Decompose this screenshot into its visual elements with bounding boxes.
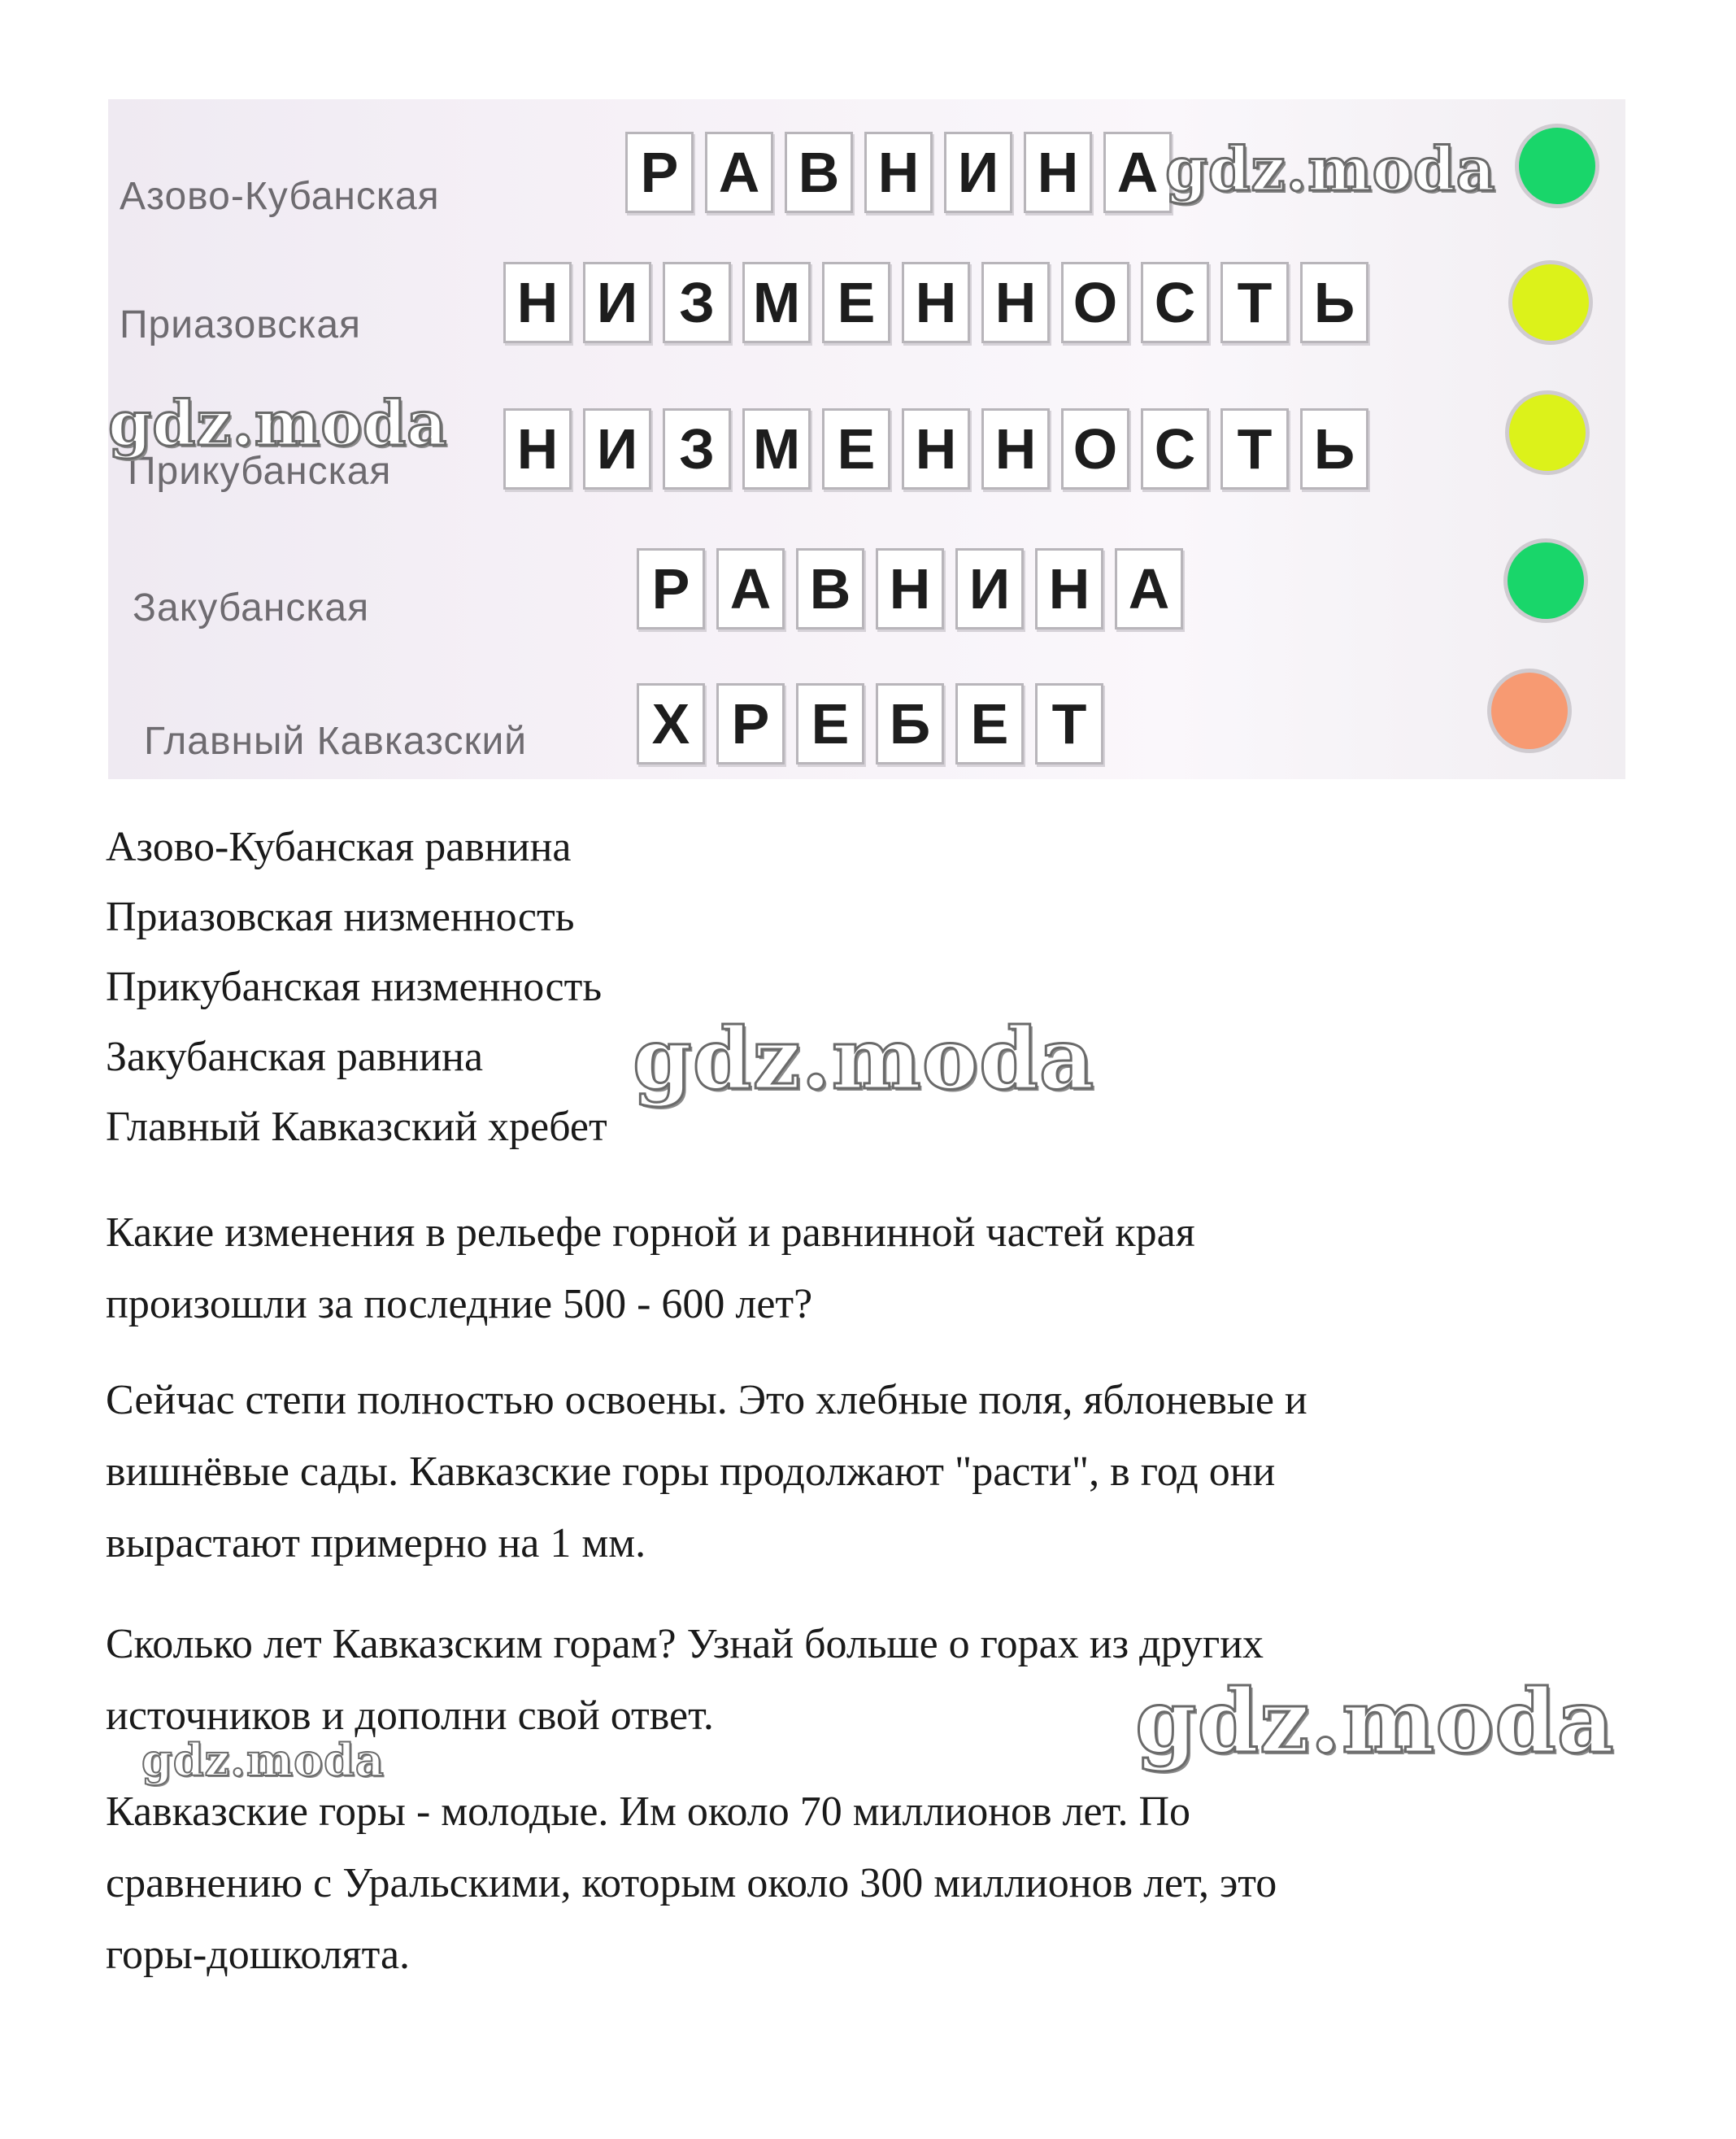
letter-tile: З xyxy=(663,408,731,490)
letter-tile: Н xyxy=(902,408,970,490)
answer-paragraph-line: горы-дошколята. xyxy=(106,1932,411,1978)
answer-paragraph-line: Кавказские горы - молодые. Им около 70 миллионов лет. По xyxy=(106,1788,1190,1835)
letter-tile: С xyxy=(1141,408,1209,490)
photo-row-2 xyxy=(108,247,1625,377)
letter-tile: Т xyxy=(1035,683,1103,765)
letter-tile: Р xyxy=(625,132,694,213)
letter-tile: О xyxy=(1061,408,1129,490)
watermark: gdz.moda xyxy=(633,1009,1095,1109)
answer-line: Главный Кавказский хребет xyxy=(106,1104,607,1150)
answer-paragraph-line: вырастают примерно на 1 мм. xyxy=(106,1520,646,1566)
question-line: источников и дополни свой ответ. xyxy=(106,1692,714,1739)
letter-tile: Т xyxy=(1220,262,1289,343)
letter-tile: Н xyxy=(1035,548,1103,630)
worksheet-photo xyxy=(108,99,1625,779)
region-label: Азово-Кубанская xyxy=(120,175,440,218)
region-label: Прикубанская xyxy=(128,450,392,493)
letter-tile: Т xyxy=(1220,408,1289,490)
letter-tile: А xyxy=(705,132,773,213)
letter-tile: В xyxy=(796,548,864,630)
letter-tile: Ь xyxy=(1300,408,1368,490)
letter-tile: Н xyxy=(876,548,944,630)
watermark: gdz.moda xyxy=(1135,1671,1615,1773)
letter-tile: Н xyxy=(503,262,572,343)
question-line: произошли за последние 500 - 600 лет? xyxy=(106,1281,813,1327)
photo-row-4 xyxy=(108,522,1625,652)
status-dot xyxy=(1515,124,1599,208)
letter-tile: А xyxy=(1103,132,1172,213)
letter-tile: Н xyxy=(902,262,970,343)
answer-line: Прикубанская низменность xyxy=(106,964,603,1010)
letter-tile: Е xyxy=(955,683,1024,765)
photo-row-5 xyxy=(108,652,1625,779)
answer-line: Азово-Кубанская равнина xyxy=(106,824,572,870)
letter-tile: Р xyxy=(716,683,785,765)
letter-tile: А xyxy=(716,548,785,630)
region-label: Закубанская xyxy=(133,586,370,630)
letter-tile: Б xyxy=(876,683,944,765)
letter-tile: З xyxy=(663,262,731,343)
answer-line: Приазовская низменность xyxy=(106,894,575,940)
word-tiles xyxy=(503,262,1380,343)
answer-paragraph-line: вишнёвые сады. Кавказские горы продолжают "расти", в год они xyxy=(106,1449,1276,1495)
question-line: Какие изменения в рельефе горной и равнинной частей края xyxy=(106,1209,1195,1256)
question-line: Сколько лет Кавказским горам? Узнай больше о горах из других xyxy=(106,1621,1264,1667)
letter-tile: Х xyxy=(637,683,705,765)
watermark: gdz.moda xyxy=(141,1734,385,1786)
watermark: gdz.moda xyxy=(108,387,448,460)
letter-tile: Р xyxy=(637,548,705,630)
letter-tile: И xyxy=(583,262,651,343)
letter-tile: Е xyxy=(822,408,890,490)
letter-tile: Н xyxy=(864,132,933,213)
word-tiles xyxy=(637,548,1194,630)
letter-tile: Е xyxy=(822,262,890,343)
status-dot xyxy=(1487,669,1572,753)
letter-tile: И xyxy=(583,408,651,490)
word-tiles xyxy=(503,408,1380,490)
letter-tile: А xyxy=(1115,548,1183,630)
letter-tile: М xyxy=(742,408,811,490)
letter-tile: И xyxy=(944,132,1012,213)
letter-tile: Н xyxy=(981,262,1050,343)
letter-tile: С xyxy=(1141,262,1209,343)
answer-line: Закубанская равнина xyxy=(106,1034,484,1080)
status-dot xyxy=(1503,538,1588,623)
status-dot xyxy=(1505,390,1590,475)
region-label: Приазовская xyxy=(120,303,362,346)
word-tiles xyxy=(625,132,1183,213)
letter-tile: В xyxy=(785,132,853,213)
letter-tile: О xyxy=(1061,262,1129,343)
answer-paragraph-line: сравнению с Уральскими, которым около 300 миллионов лет, это xyxy=(106,1860,1277,1906)
letter-tile: И xyxy=(955,548,1024,630)
watermark: gdz.moda xyxy=(1165,135,1496,205)
status-dot xyxy=(1508,260,1593,345)
letter-tile: Н xyxy=(981,408,1050,490)
letter-tile: М xyxy=(742,262,811,343)
word-tiles xyxy=(637,683,1115,765)
letter-tile: Е xyxy=(796,683,864,765)
letter-tile: Н xyxy=(1024,132,1092,213)
letter-tile: Н xyxy=(503,408,572,490)
region-label: Главный Кавказский xyxy=(144,720,528,763)
letter-tile: Ь xyxy=(1300,262,1368,343)
answer-paragraph-line: Сейчас степи полностью освоены. Это хлебные поля, яблоневые и xyxy=(106,1377,1307,1423)
